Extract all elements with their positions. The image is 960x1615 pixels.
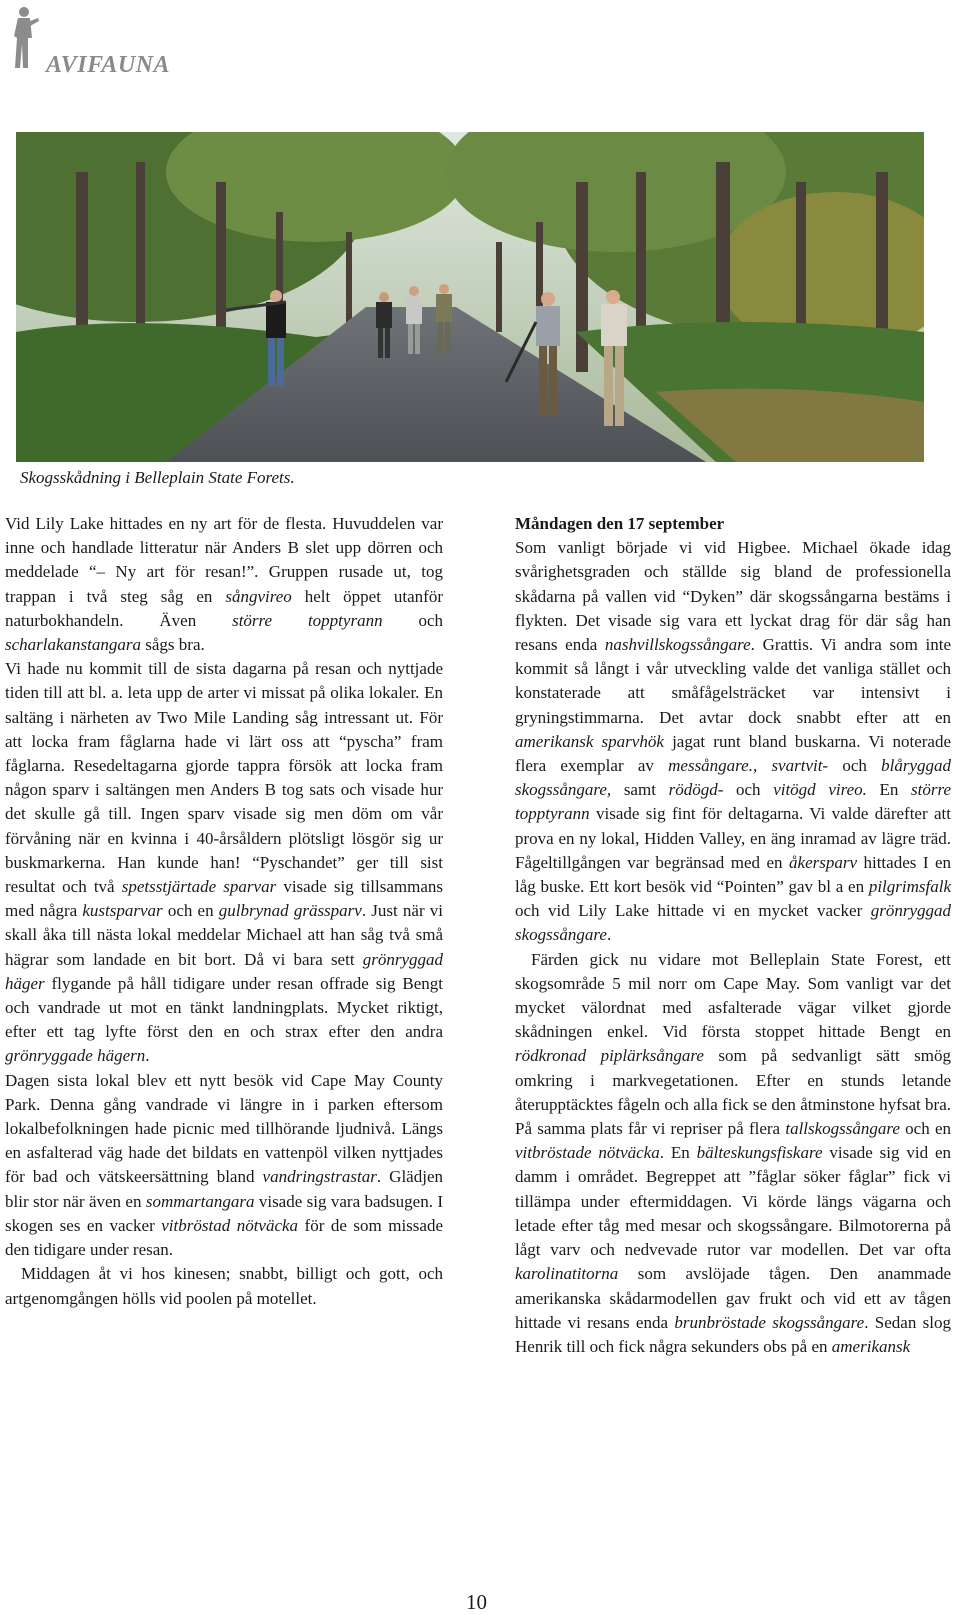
- birdwatcher-silhouette-icon: [8, 4, 42, 72]
- left-text-column: [5, 512, 443, 1311]
- section-heading: Måndagen den 17 september: [515, 514, 725, 533]
- paragraph: Vi hade nu kommit till de sista dagarna på resan och nyttjade tiden till att bl. a. leta upp de arter vi missat på olika lokaler. En saltäng i närheten av Two Mile Landing såg intressant ut. För att locka fram fåglarna hade vi lärt oss att “pyscha” fram fåglarna. Resedeltagarna gjorde tappra försök att locka fram någon sparv i saltängen men Anders B tog sats och visade hur det skulle gå till. Ingen sparv visade sig men döm om vår förvåning när en kvinna i 40-årsåldern plötsligt lösgör sig ur buskmarkerna. Han kunde han! “Pyschandet” ger till sist resultat och två spetsstjärtade sparvar visade sig tillsammans med några kustsparvar och en gulbrynad grässparv. Just när vi skall åka till nästa lokal meddelar Michael att han såg två små hägrar som landade en bit bort. Då vi bara sett grönryggad häger flygande på håll tidigare under resan offrade sig Bengt och vandrade ut mot en tänkt landningplats. Mycket riktigt, efter ett tag lyfte först den en och strax efter den andra grönryggade hägern.: [5, 659, 444, 1066]
- paragraph: Dagen sista lokal blev ett nytt besök vid Cape May County Park. Denna gång vandrade vi längre in i parken eftersom lokalbefolkningen hade picnic med tillhörande ljudnivå. Längs en asfalterad väg hade det bildats en vattenpöl vilken nyttjades för bad och vätskeersättning bland vandringstrastar. Glädjen blir stor när även en sommartangara visade sig vara badsugen. I skogen ses en vacker vitbröstad nötväcka för de som missade den tidigare under resan.: [5, 1070, 444, 1260]
- forest-road-photo: [16, 132, 924, 462]
- paragraph: Som vanligt började vi vid Higbee. Michael ökade idag svårighetsgraden och ställde sig bland de professionella skådarna på vallen vid “Dyken” där skogssångarna bestäms i flykten. Det visade sig vara ett lyckat drag för där såg han resans enda nashvillskogssångare. Grattis. Vi andra som inte kommit så långt i vår utveckling valde det vanliga stället och konstaterade att småfågelsträcket var intensivt i gryningstimmarna. Det avtar dock snabbt efter att en amerikansk sparvhök jagat runt bland buskarna. Vi noterade flera exemplar av messångare., svartvit- och blåryggad skogssångare, samt rödögd- och vitögd vireo. En större topptyrann visade sig fint för deltagarna. Vi valde därefter att prova en ny lokal, Hidden Valley, en äng inramad av lägre träd. Fågeltillgången var begränsad med en åkersparv hittades I en låg buske. Ett kort besök vid “Pointen” gav bl a en pilgrimsfalk och vid Lily Lake hittade vi en mycket vacker grönryggad skogssångare.: [515, 538, 952, 945]
- birdwatchers-on-forest-road-image: [16, 132, 924, 462]
- avifauna-logo: [8, 4, 208, 78]
- logo-text: AVIFAUNA: [46, 52, 171, 78]
- photo-caption: Skogsskådning i Belleplain State Forets.: [20, 468, 295, 487]
- paragraph: Middagen åt vi hos kinesen; snabbt, billigt och gott, och artgenomgången hölls vid poolen på motellet.: [5, 1264, 443, 1308]
- right-text-column: [515, 512, 951, 1359]
- paragraph: Vid Lily Lake hittades en ny art för de flesta. Huvuddelen var inne och handlade litteratur när Anders B slet upp dörren och meddelade “– Ny art för resan!”. Gruppen rusade ut, tog trappan i två steg såg en sångvireo helt öppet utanför naturbokhandeln. Även större topptyrann och scharlakanstangara sågs bra.: [5, 514, 444, 655]
- page-number: 10: [466, 1590, 487, 1614]
- paragraph: Färden gick nu vidare mot Belleplain State Forest, ett skogsområde 5 mil norr om Cape May. Som vanligt var det mycket välordnat med asfalterade vägar vilket gjorde skådningen enkel. Vid första stoppet hittade Bengt en rödkronad piplärksångare som på sedvanligt sätt smög omkring i markvegetationen. Efter en stunds letande återupptäcktes fågeln och alla fick se den åtminstone hyfsat bra. På samma plats får vi repriser på flera tallskogssångare och en vitbröstade nötväcka. En bälteskungsfiskare visade sig vid en damm i området. Begreppet att ”fåglar söker fåglar” fick vi tillämpa under eftermiddagen. Vi körde längs vägarna och letade efter tåg med mesar och skogssångare. Bilmotorerna på lågt varv och nedvevade rutor var modellen. Det var ofta karolinatitorna som avslöjade tågen. Den anammade amerikanska skådarmodellen gav frukt och vid ett av tågen hittade vi resans enda brunbröstade skogssångare. Sedan slog Henrik till och fick några sekunders obs på en amerikansk: [515, 949, 952, 1356]
